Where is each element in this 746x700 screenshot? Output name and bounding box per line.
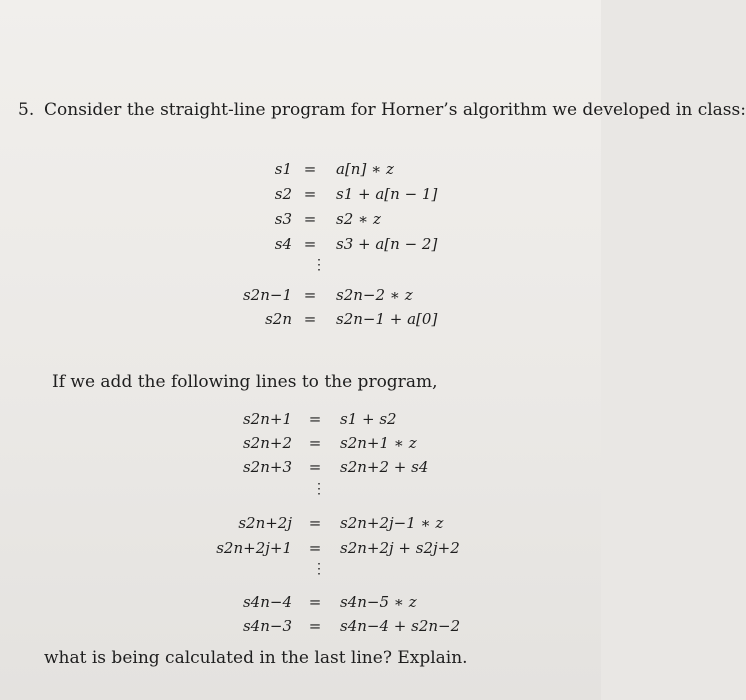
p2-lhs-1: s2n+1	[242, 410, 292, 428]
p2-eq-5: =	[308, 539, 322, 557]
p2-rhs-3: s2n+2 + s4	[340, 458, 429, 476]
p1-eq-5: =	[303, 286, 317, 304]
p2-lhs-7: s4n−3	[242, 617, 292, 635]
p2-lhs-2: s2n+2	[242, 434, 292, 452]
p1-lhs-1: s1	[274, 160, 292, 178]
vertical-ellipsis: ⋮	[312, 561, 326, 577]
p2-rhs-6: s4n−5 ∗ z	[340, 593, 417, 611]
problem-number: 5.	[18, 100, 35, 120]
p1-rhs-1: a[n] ∗ z	[336, 160, 394, 178]
p1-eq-4: =	[303, 235, 317, 253]
p2-rhs-5: s2n+2j + s2j+2	[340, 539, 460, 557]
p1-lhs-6: s2n	[265, 310, 292, 328]
p1-lhs-3: s3	[274, 210, 292, 228]
p1-lhs-4: s4	[274, 235, 292, 253]
p2-lhs-6: s4n−4	[242, 593, 292, 611]
p1-eq-6: =	[303, 310, 317, 328]
p1-lhs-5: s2n−1	[242, 286, 292, 304]
mid-text: If we add the following lines to the program,	[52, 372, 438, 392]
p1-lhs-2: s2	[274, 185, 292, 203]
p1-eq-3: =	[303, 210, 317, 228]
p1-rhs-6: s2n−1 + a[0]	[336, 310, 438, 328]
p1-rhs-4: s3 + a[n − 2]	[336, 235, 438, 253]
p2-eq-4: =	[308, 514, 322, 532]
p1-rhs-2: s1 + a[n − 1]	[336, 185, 438, 203]
p2-eq-7: =	[308, 617, 322, 635]
vertical-ellipsis: ⋮	[312, 257, 326, 273]
p1-rhs-3: s2 ∗ z	[336, 210, 381, 228]
p1-eq-2: =	[303, 185, 317, 203]
p1-eq-1: =	[303, 160, 317, 178]
p2-lhs-4: s2n+2j	[238, 514, 292, 532]
p1-rhs-5: s2n−2 ∗ z	[336, 286, 413, 304]
p2-eq-3: =	[308, 458, 322, 476]
p2-rhs-1: s1 + s2	[340, 410, 397, 428]
p2-eq-2: =	[308, 434, 322, 452]
p2-eq-6: =	[308, 593, 322, 611]
question-text: what is being calculated in the last line? Explain.	[44, 648, 468, 668]
problem-prompt: Consider the straight-line program for Horner’s algorithm we developed in class:	[44, 100, 746, 120]
p2-eq-1: =	[308, 410, 322, 428]
p2-rhs-4: s2n+2j−1 ∗ z	[340, 514, 444, 532]
p2-rhs-7: s4n−4 + s2n−2	[340, 617, 461, 635]
p2-rhs-2: s2n+1 ∗ z	[340, 434, 417, 452]
vertical-ellipsis: ⋮	[312, 481, 326, 497]
p2-lhs-5: s2n+2j+1	[216, 539, 292, 557]
p2-lhs-3: s2n+3	[242, 458, 292, 476]
